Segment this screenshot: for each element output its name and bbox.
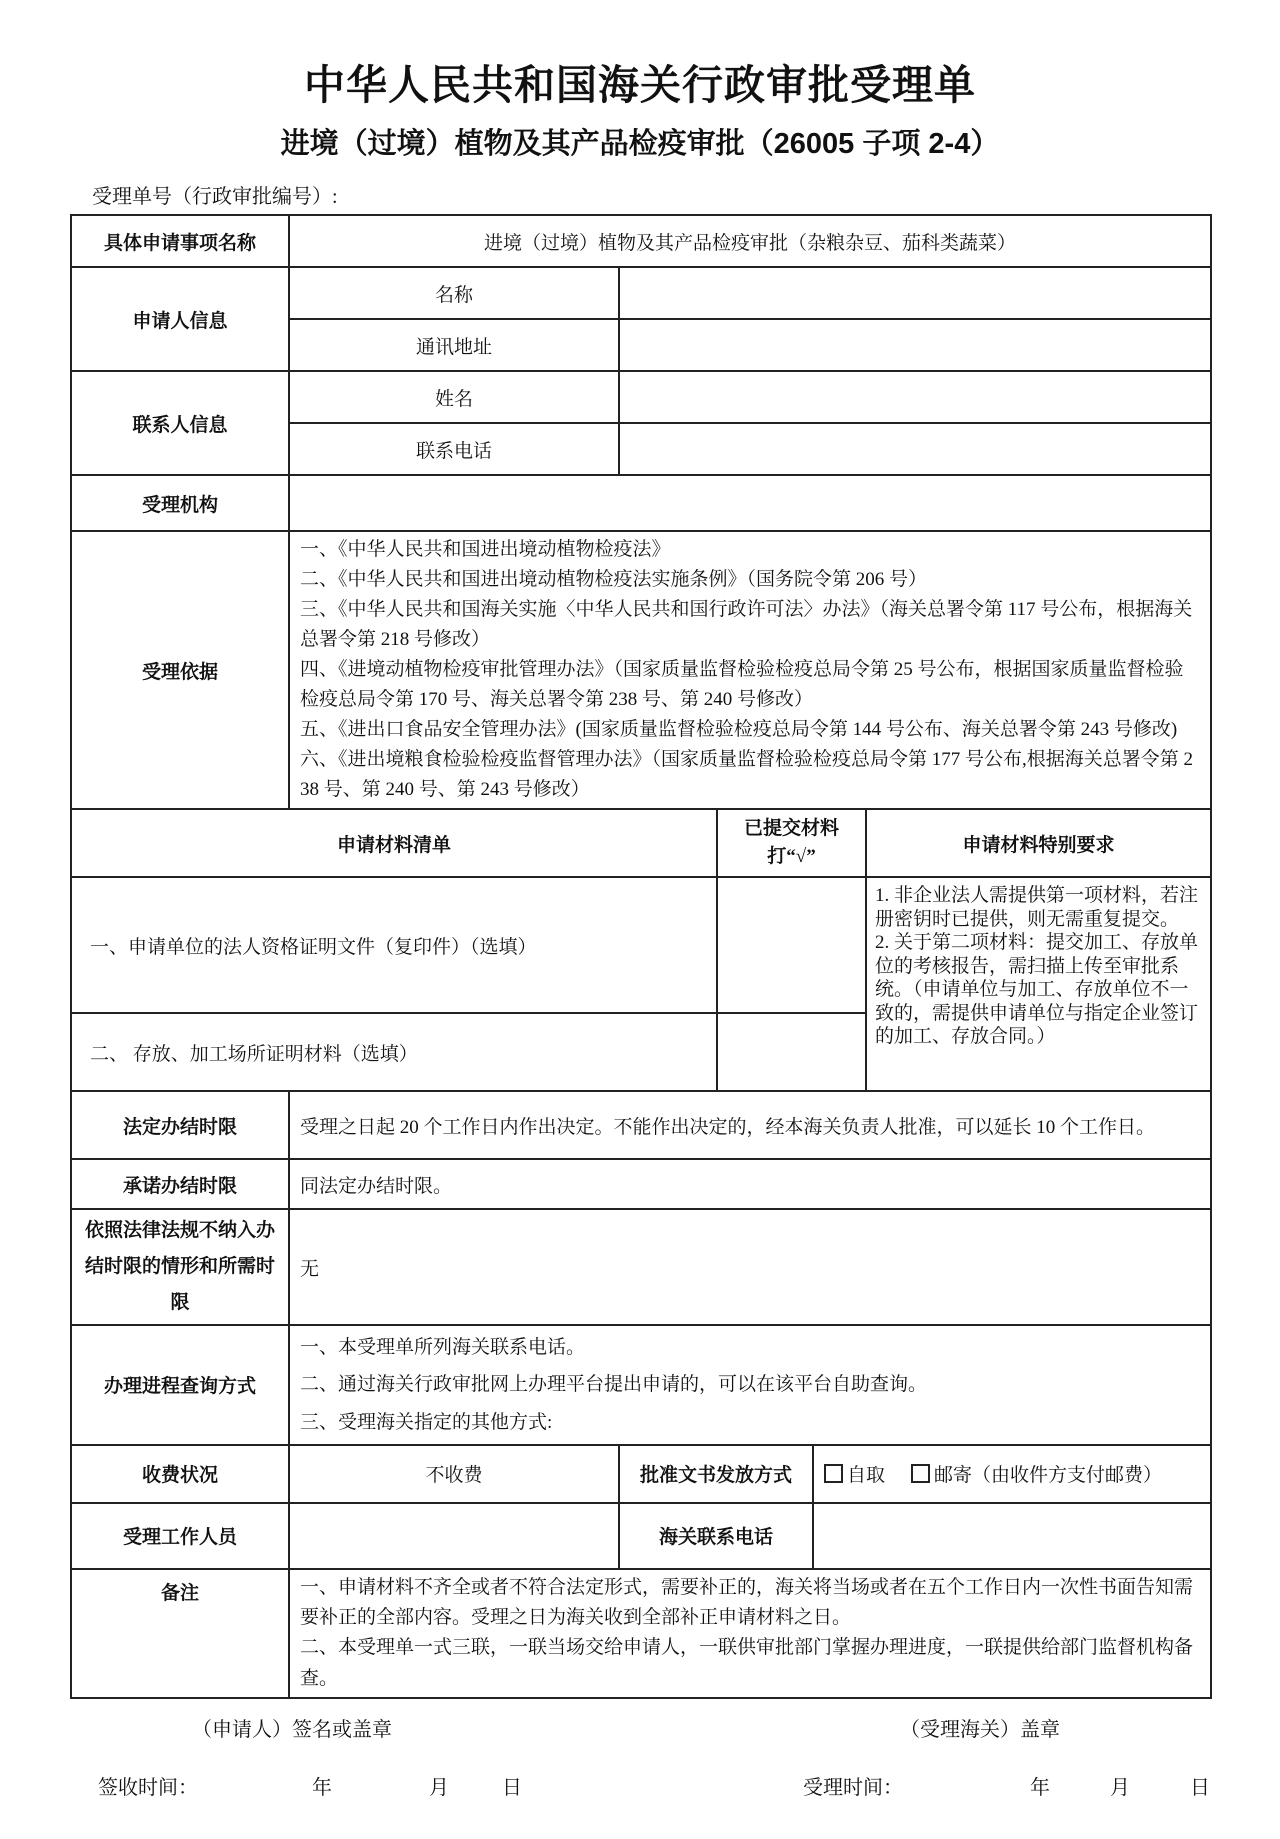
row-staff-phone (71, 1503, 1211, 1569)
accept-time-month-label: 月 (1110, 1777, 1130, 1800)
materials-special-requirements (866, 877, 1211, 1091)
contact-name-label: 姓名 (289, 371, 619, 423)
signature-footer (0, 1699, 1280, 1839)
row-contact-name (71, 371, 1211, 423)
sign-time-month-label: 月 (429, 1777, 449, 1800)
accepting-org-field[interactable] (289, 475, 1211, 531)
fee-label: 收费状况 (71, 1445, 289, 1503)
progress-query-item-3: 三、受理海关指定的其他方式: (300, 1411, 553, 1433)
material-1-name: 一、申请单位的法人资格证明文件（复印件）（选填） (71, 877, 717, 1013)
self-pickup-label: 自取 (847, 1465, 886, 1487)
contact-phone-label: 联系电话 (289, 423, 619, 475)
sign-time-year-label: 年 (312, 1777, 332, 1800)
row-applicant-name (71, 267, 1211, 319)
progress-query-list (289, 1325, 1211, 1444)
remark-item-1: 一、申请材料不齐全或者不符合法定形式，需要补正的，海关将当场或者在五个工作日内一次性书面告知需要补正的全部内容。受理之日为海关收到全部补正申请材料之日。 (300, 1576, 1194, 1628)
contact-info-label: 联系人信息 (71, 371, 289, 475)
receipt-number-label: 受理单号（行政审批编号）: (92, 186, 338, 208)
remarks-list (289, 1569, 1211, 1699)
customs-phone-field[interactable] (813, 1503, 1211, 1569)
basis-item-4: 四、《进境动植物检疫审批管理办法》（国家质量监督检验检疫总局令第 25 号公布，根据国家质量监督检验检疫总局令第 170 号、海关总署令第 238 号、第 240 号修改） (300, 659, 1184, 711)
applicant-name-label: 名称 (289, 267, 619, 319)
basis-item-6: 六、《进出境粮食检验检疫监督管理办法》（国家质量监督检验检疫总局令第 177 号公布,根据海关总署令第 238 号、第 240 号、第 243 号修改） (300, 749, 1194, 801)
material-2-submitted-checkbox-cell[interactable] (717, 1013, 866, 1091)
statutory-limit-label: 法定办结时限 (71, 1091, 289, 1159)
promised-limit-value: 同法定办结时限。 (289, 1159, 1211, 1209)
contact-name-field[interactable] (619, 371, 1211, 423)
row-specific-item (71, 215, 1211, 267)
specific-item-label: 具体申请事项名称 (71, 215, 289, 267)
staff-label: 受理工作人员 (71, 1503, 289, 1569)
applicant-address-label: 通讯地址 (289, 319, 619, 371)
issuance-label: 批准文书发放方式 (619, 1445, 813, 1503)
sign-time-label: 签收时间： (98, 1777, 198, 1800)
applicant-info-label: 申请人信息 (71, 267, 289, 371)
row-statutory-limit (71, 1091, 1211, 1159)
remark-item-2: 二、本受理单一式三联，一联当场交给申请人，一联供审批部门掌握办理进度，一联提供给部门监督机构备查。 (300, 1637, 1194, 1689)
statutory-limit-value: 受理之日起 20 个工作日内作出决定。不能作出决定的，经本海关负责人批准，可以延长 10 个工作日。 (289, 1091, 1211, 1159)
applicant-name-field[interactable] (619, 267, 1211, 319)
exempt-limit-label: 依照法律法规不纳入办结时限的情形和所需时限 (71, 1209, 289, 1325)
promised-limit-label: 承诺办结时限 (71, 1159, 289, 1209)
row-basis (71, 531, 1211, 809)
mail-label: 邮寄（由收件方支付邮费） (934, 1465, 1163, 1487)
row-fee-issuance (71, 1445, 1211, 1503)
special-requirement-1: 1. 非企业法人需提供第一项材料，若注册密钥时已提供，则无需重复提交。 (875, 885, 1199, 930)
sign-time-day-label: 日 (502, 1777, 522, 1800)
fee-value: 不收费 (289, 1445, 619, 1503)
issuance-options (813, 1445, 1211, 1503)
mail-checkbox[interactable] (911, 1464, 930, 1483)
document-subtitle: 进境（过境）植物及其产品检疫审批（26005 子项 2-4） (280, 128, 1000, 160)
document-title: 中华人民共和国海关行政审批受理单 (304, 62, 976, 108)
row-accepting-org (71, 475, 1211, 531)
basis-item-2: 二、《中华人民共和国进出境动植物检疫法实施条例》（国务院令第 206 号） (300, 569, 928, 591)
basis-item-1: 一、《中华人民共和国进出境动植物检疫法》 (300, 539, 671, 560)
applicant-sign-label: （申请人）签名或盖章 (192, 1719, 392, 1742)
accept-time-day-label: 日 (1190, 1777, 1210, 1800)
contact-phone-field[interactable] (619, 423, 1211, 475)
self-pickup-checkbox[interactable] (824, 1464, 843, 1483)
material-2-name: 二、 存放、加工场所证明材料（选填） (71, 1013, 717, 1091)
row-remarks (71, 1569, 1211, 1699)
progress-query-item-2: 二、通过海关行政审批网上办理平台提出申请的，可以在该平台自助查询。 (300, 1374, 928, 1396)
specific-item-value: 进境（过境）植物及其产品检疫审批（杂粮杂豆、茄科类蔬菜） (289, 215, 1211, 267)
material-1-submitted-checkbox-cell[interactable] (717, 877, 866, 1013)
progress-query-label: 办理进程查询方式 (71, 1325, 289, 1444)
exempt-limit-value: 无 (289, 1209, 1211, 1325)
row-materials-header (71, 809, 1211, 877)
materials-special-header: 申请材料特别要求 (866, 809, 1211, 877)
row-exempt-limit (71, 1209, 1211, 1325)
special-requirement-2: 2. 关于第二项材料：提交加工、存放单位的考核报告，需扫描上传至审批系统。（申请单位与加工、存放单位不一致的，需提供申请单位与指定企业签订的加工、存放合同。） (875, 932, 1199, 1048)
applicant-address-field[interactable] (619, 319, 1211, 371)
progress-query-item-1: 一、本受理单所列海关联系电话。 (300, 1337, 586, 1359)
materials-submitted-header-line2: 打“√” (767, 846, 816, 868)
row-promised-limit (71, 1159, 1211, 1209)
issuance-option-self-pickup (824, 1465, 885, 1486)
accept-time-year-label: 年 (1030, 1777, 1050, 1800)
row-material-1 (71, 877, 1211, 1013)
staff-field[interactable] (289, 1503, 619, 1569)
basis-item-5: 五、《进出口食品安全管理办法》(国家质量监督检验检疫总局令第 144 号公布、海关总署令第 243 号修改) (300, 719, 1178, 741)
accept-time-label: 受理时间： (803, 1777, 903, 1800)
accepting-org-label: 受理机构 (71, 475, 289, 531)
customs-seal-label: （受理海关）盖章 (900, 1719, 1060, 1742)
materials-submitted-header-line1: 已提交材料 (743, 817, 839, 839)
basis-label: 受理依据 (71, 531, 289, 809)
approval-form-table (70, 214, 1212, 1699)
customs-phone-label: 海关联系电话 (619, 1503, 813, 1569)
issuance-option-mail (911, 1465, 1162, 1486)
remarks-label: 备注 (71, 1569, 289, 1699)
row-progress-query (71, 1325, 1211, 1444)
materials-submitted-header (717, 809, 866, 877)
materials-list-header: 申请材料清单 (71, 809, 717, 877)
basis-list (289, 531, 1211, 809)
basis-item-3: 三、《中华人民共和国海关实施〈中华人民共和国行政许可法〉办法》（海关总署令第 117 号公布，根据海关总署令第 218 号修改） (300, 599, 1193, 651)
